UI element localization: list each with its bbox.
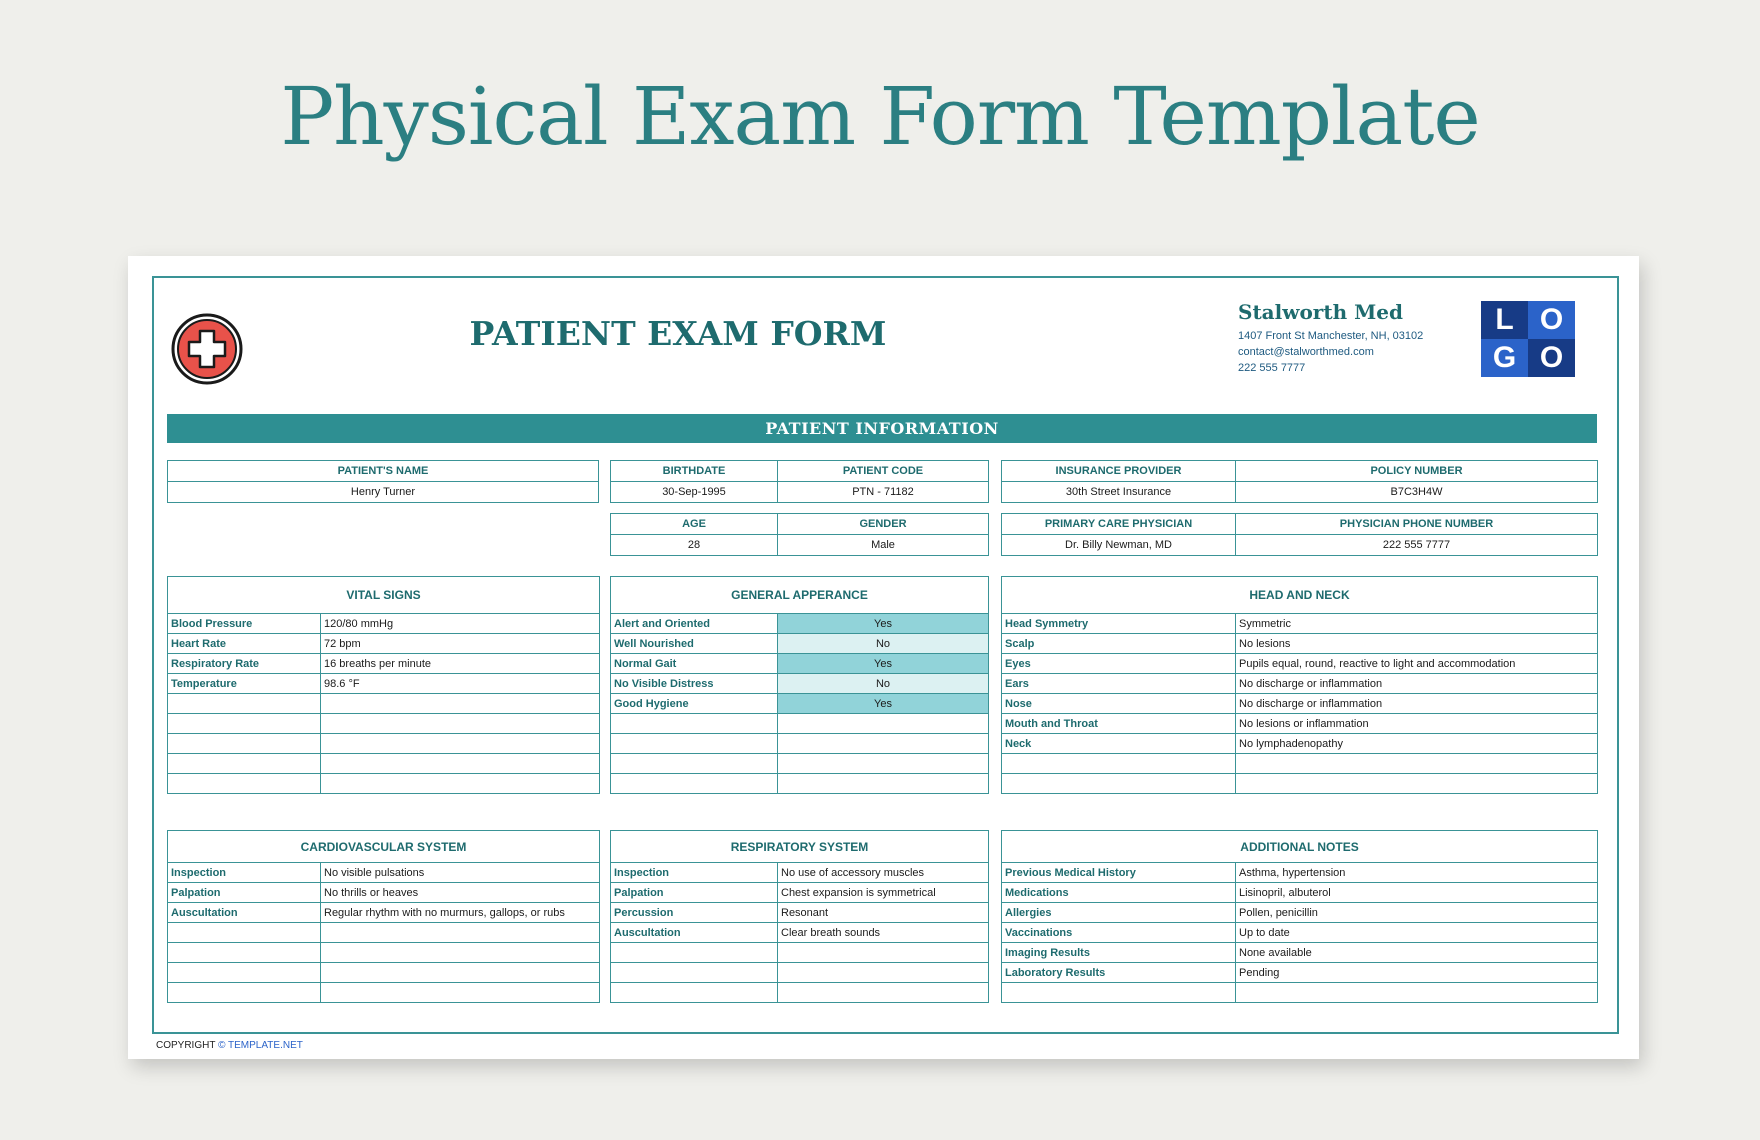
empty-cell[interactable] bbox=[611, 714, 778, 734]
table-row bbox=[168, 634, 600, 654]
empty-cell[interactable] bbox=[1236, 774, 1598, 794]
row-label: Medications bbox=[1002, 883, 1236, 903]
table-row bbox=[168, 903, 600, 923]
table-row bbox=[611, 654, 989, 674]
age-gender-table bbox=[610, 513, 989, 556]
patient-name-label: PATIENT'S NAME bbox=[168, 461, 599, 482]
birthdate-value[interactable]: 30-Sep-1995 bbox=[611, 482, 778, 503]
empty-cell[interactable] bbox=[1236, 983, 1598, 1003]
company-name: Stalworth Med bbox=[1238, 300, 1403, 324]
empty-cell[interactable] bbox=[321, 963, 600, 983]
row-value[interactable]: No lesions or inflammation bbox=[1236, 714, 1598, 734]
table-row bbox=[168, 883, 600, 903]
insurance-value[interactable]: 30th Street Insurance bbox=[1002, 482, 1236, 503]
general-appearance-table bbox=[610, 576, 989, 794]
row-value[interactable]: None available bbox=[1236, 943, 1598, 963]
empty-cell[interactable] bbox=[778, 983, 989, 1003]
row-label: Nose bbox=[1002, 694, 1236, 714]
pcp-label: PRIMARY CARE PHYSICIAN bbox=[1002, 514, 1236, 535]
empty-cell[interactable] bbox=[611, 774, 778, 794]
row-value[interactable]: Asthma, hypertension bbox=[1236, 863, 1598, 883]
age-label: AGE bbox=[611, 514, 778, 535]
table-row bbox=[1002, 943, 1598, 963]
row-label: Palpation bbox=[168, 883, 321, 903]
row-label: Inspection bbox=[168, 863, 321, 883]
empty-cell[interactable] bbox=[168, 963, 321, 983]
empty-cell[interactable] bbox=[1002, 754, 1236, 774]
empty-row bbox=[1002, 983, 1598, 1003]
table-row bbox=[611, 674, 989, 694]
empty-cell[interactable] bbox=[611, 963, 778, 983]
row-value[interactable]: Yes bbox=[778, 654, 989, 674]
patient-name-table bbox=[167, 460, 599, 503]
row-value[interactable]: Chest expansion is symmetrical bbox=[778, 883, 989, 903]
empty-cell[interactable] bbox=[778, 943, 989, 963]
age-value[interactable]: 28 bbox=[611, 535, 778, 556]
additional-notes-table bbox=[1001, 830, 1598, 1003]
logo-letter: G bbox=[1481, 339, 1528, 377]
empty-row bbox=[611, 943, 989, 963]
row-label: Temperature bbox=[168, 674, 321, 694]
copyright-text: COPYRIGHT bbox=[156, 1040, 216, 1051]
table-row bbox=[168, 614, 600, 634]
empty-cell[interactable] bbox=[321, 714, 600, 734]
birthdate-label: BIRTHDATE bbox=[611, 461, 778, 482]
row-value[interactable]: No discharge or inflammation bbox=[1236, 674, 1598, 694]
form-sheet bbox=[128, 256, 1639, 1059]
empty-cell[interactable] bbox=[321, 774, 600, 794]
empty-cell[interactable] bbox=[321, 734, 600, 754]
row-label: Well Nourished bbox=[611, 634, 778, 654]
row-label: Eyes bbox=[1002, 654, 1236, 674]
table-row bbox=[1002, 694, 1598, 714]
row-label: Blood Pressure bbox=[168, 614, 321, 634]
empty-cell[interactable] bbox=[1002, 774, 1236, 794]
row-label: Percussion bbox=[611, 903, 778, 923]
company-info bbox=[1238, 300, 1423, 378]
gender-value[interactable]: Male bbox=[778, 535, 989, 556]
row-value[interactable]: 72 bpm bbox=[321, 634, 600, 654]
empty-cell[interactable] bbox=[778, 774, 989, 794]
row-value[interactable]: No visible pulsations bbox=[321, 863, 600, 883]
empty-cell[interactable] bbox=[168, 694, 321, 714]
empty-row bbox=[168, 923, 600, 943]
logo-placeholder bbox=[1481, 301, 1575, 377]
row-value[interactable]: Pending bbox=[1236, 963, 1598, 983]
row-label: Inspection bbox=[611, 863, 778, 883]
empty-row bbox=[168, 734, 600, 754]
table-row bbox=[1002, 614, 1598, 634]
table-row bbox=[1002, 634, 1598, 654]
empty-cell[interactable] bbox=[321, 943, 600, 963]
row-value[interactable]: Regular rhythm with no murmurs, gallops, or rubs bbox=[321, 903, 600, 923]
table-row bbox=[1002, 674, 1598, 694]
table-row bbox=[1002, 863, 1598, 883]
row-value[interactable]: No bbox=[778, 634, 989, 654]
table-row bbox=[1002, 714, 1598, 734]
row-label: Vaccinations bbox=[1002, 923, 1236, 943]
empty-row bbox=[168, 694, 600, 714]
respiratory-table bbox=[610, 830, 989, 1003]
row-label: Ears bbox=[1002, 674, 1236, 694]
row-label: Neck bbox=[1002, 734, 1236, 754]
empty-cell[interactable] bbox=[321, 694, 600, 714]
form-title: PATIENT EXAM FORM bbox=[469, 314, 887, 353]
row-value[interactable]: No discharge or inflammation bbox=[1236, 694, 1598, 714]
table-row bbox=[168, 674, 600, 694]
empty-cell[interactable] bbox=[168, 754, 321, 774]
row-value[interactable]: Up to date bbox=[1236, 923, 1598, 943]
empty-cell[interactable] bbox=[778, 714, 989, 734]
row-value[interactable]: Pollen, penicillin bbox=[1236, 903, 1598, 923]
empty-cell[interactable] bbox=[611, 754, 778, 774]
vital-signs-table bbox=[167, 576, 600, 794]
empty-row bbox=[1002, 774, 1598, 794]
table-row bbox=[611, 694, 989, 714]
template-net-link[interactable]: © TEMPLATE.NET bbox=[218, 1040, 303, 1051]
empty-cell[interactable] bbox=[321, 923, 600, 943]
empty-row bbox=[168, 943, 600, 963]
empty-cell[interactable] bbox=[611, 734, 778, 754]
row-label: Allergies bbox=[1002, 903, 1236, 923]
table-row bbox=[1002, 963, 1598, 983]
empty-cell[interactable] bbox=[168, 734, 321, 754]
patient-code-value[interactable]: PTN - 71182 bbox=[778, 482, 989, 503]
empty-row bbox=[611, 983, 989, 1003]
empty-cell[interactable] bbox=[778, 963, 989, 983]
empty-row bbox=[168, 754, 600, 774]
table-row bbox=[1002, 654, 1598, 674]
patient-name-value[interactable]: Henry Turner bbox=[168, 482, 599, 503]
empty-cell[interactable] bbox=[168, 714, 321, 734]
table-row bbox=[611, 614, 989, 634]
empty-row bbox=[168, 714, 600, 734]
row-value[interactable]: 120/80 mmHg bbox=[321, 614, 600, 634]
row-value[interactable]: 16 breaths per minute bbox=[321, 654, 600, 674]
row-label: No Visible Distress bbox=[611, 674, 778, 694]
row-label: Auscultation bbox=[168, 903, 321, 923]
logo-letter: L bbox=[1481, 301, 1528, 339]
general-appearance-title: GENERAL APPERANCE bbox=[611, 577, 989, 614]
empty-cell[interactable] bbox=[611, 983, 778, 1003]
empty-cell[interactable] bbox=[778, 734, 989, 754]
head-neck-title: HEAD AND NECK bbox=[1002, 577, 1598, 614]
table-row bbox=[1002, 923, 1598, 943]
empty-row bbox=[168, 983, 600, 1003]
cardiovascular-table bbox=[167, 830, 600, 1003]
policy-value[interactable]: B7C3H4W bbox=[1236, 482, 1598, 503]
insurance-label: INSURANCE PROVIDER bbox=[1002, 461, 1236, 482]
row-label: Head Symmetry bbox=[1002, 614, 1236, 634]
table-row bbox=[1002, 903, 1598, 923]
empty-row bbox=[611, 734, 989, 754]
row-label: Previous Medical History bbox=[1002, 863, 1236, 883]
empty-row bbox=[611, 754, 989, 774]
empty-row bbox=[168, 963, 600, 983]
row-value[interactable]: Pupils equal, round, reactive to light and accommodation bbox=[1236, 654, 1598, 674]
gender-label: GENDER bbox=[778, 514, 989, 535]
company-phone: 222 555 7777 bbox=[1238, 362, 1306, 374]
birthdate-code-table bbox=[610, 460, 989, 503]
row-label: Palpation bbox=[611, 883, 778, 903]
row-value[interactable]: Yes bbox=[778, 694, 989, 714]
pcp-phone-label: PHYSICIAN PHONE NUMBER bbox=[1236, 514, 1598, 535]
patient-information-header: PATIENT INFORMATION bbox=[167, 414, 1597, 443]
row-label: Normal Gait bbox=[611, 654, 778, 674]
empty-cell[interactable] bbox=[168, 943, 321, 963]
row-label: Heart Rate bbox=[168, 634, 321, 654]
patient-code-label: PATIENT CODE bbox=[778, 461, 989, 482]
additional-notes-title: ADDITIONAL NOTES bbox=[1002, 831, 1598, 863]
policy-label: POLICY NUMBER bbox=[1236, 461, 1598, 482]
head-neck-table bbox=[1001, 576, 1598, 794]
cardiovascular-title: CARDIOVASCULAR SYSTEM bbox=[168, 831, 600, 863]
table-row bbox=[168, 654, 600, 674]
row-value[interactable]: No thrills or heaves bbox=[321, 883, 600, 903]
table-row bbox=[611, 883, 989, 903]
empty-row bbox=[611, 714, 989, 734]
empty-cell[interactable] bbox=[321, 983, 600, 1003]
copyright-footer bbox=[156, 1040, 303, 1051]
empty-cell[interactable] bbox=[168, 923, 321, 943]
row-value[interactable]: Lisinopril, albuterol bbox=[1236, 883, 1598, 903]
table-row bbox=[611, 863, 989, 883]
pcp-phone-value[interactable]: 222 555 7777 bbox=[1236, 535, 1598, 556]
row-value[interactable]: 98.6 °F bbox=[321, 674, 600, 694]
row-value[interactable]: No lymphadenopathy bbox=[1236, 734, 1598, 754]
insurance-table bbox=[1001, 460, 1598, 503]
empty-cell[interactable] bbox=[611, 943, 778, 963]
empty-cell[interactable] bbox=[168, 774, 321, 794]
row-label: Alert and Oriented bbox=[611, 614, 778, 634]
table-row bbox=[1002, 734, 1598, 754]
row-value[interactable]: Clear breath sounds bbox=[778, 923, 989, 943]
row-label: Good Hygiene bbox=[611, 694, 778, 714]
table-row bbox=[611, 923, 989, 943]
row-label: Scalp bbox=[1002, 634, 1236, 654]
empty-row bbox=[611, 963, 989, 983]
logo-letter: O bbox=[1528, 339, 1575, 377]
empty-cell[interactable] bbox=[778, 754, 989, 774]
respiratory-title: RESPIRATORY SYSTEM bbox=[611, 831, 989, 863]
company-email: contact@stalworthmed.com bbox=[1238, 346, 1374, 358]
row-value[interactable]: Resonant bbox=[778, 903, 989, 923]
medical-cross-icon bbox=[170, 312, 244, 386]
table-row bbox=[1002, 883, 1598, 903]
row-value[interactable]: Symmetric bbox=[1236, 614, 1598, 634]
row-label: Mouth and Throat bbox=[1002, 714, 1236, 734]
empty-cell[interactable] bbox=[168, 983, 321, 1003]
empty-cell[interactable] bbox=[1236, 754, 1598, 774]
empty-cell[interactable] bbox=[321, 754, 600, 774]
logo-letter: O bbox=[1528, 301, 1575, 339]
row-label: Laboratory Results bbox=[1002, 963, 1236, 983]
vital-signs-title: VITAL SIGNS bbox=[168, 577, 600, 614]
row-value[interactable]: No use of accessory muscles bbox=[778, 863, 989, 883]
row-value[interactable]: Yes bbox=[778, 614, 989, 634]
table-row bbox=[611, 903, 989, 923]
table-row bbox=[611, 634, 989, 654]
empty-row bbox=[168, 774, 600, 794]
row-label: Imaging Results bbox=[1002, 943, 1236, 963]
pcp-value[interactable]: Dr. Billy Newman, MD bbox=[1002, 535, 1236, 556]
company-address: 1407 Front St Manchester, NH, 03102 bbox=[1238, 330, 1424, 342]
empty-cell[interactable] bbox=[1002, 983, 1236, 1003]
table-row bbox=[168, 863, 600, 883]
physician-table bbox=[1001, 513, 1598, 556]
row-value[interactable]: No lesions bbox=[1236, 634, 1598, 654]
row-label: Auscultation bbox=[611, 923, 778, 943]
row-label: Respiratory Rate bbox=[168, 654, 321, 674]
empty-row bbox=[611, 774, 989, 794]
page-title: Physical Exam Form Template bbox=[280, 70, 1480, 163]
empty-row bbox=[1002, 754, 1598, 774]
row-value[interactable]: No bbox=[778, 674, 989, 694]
